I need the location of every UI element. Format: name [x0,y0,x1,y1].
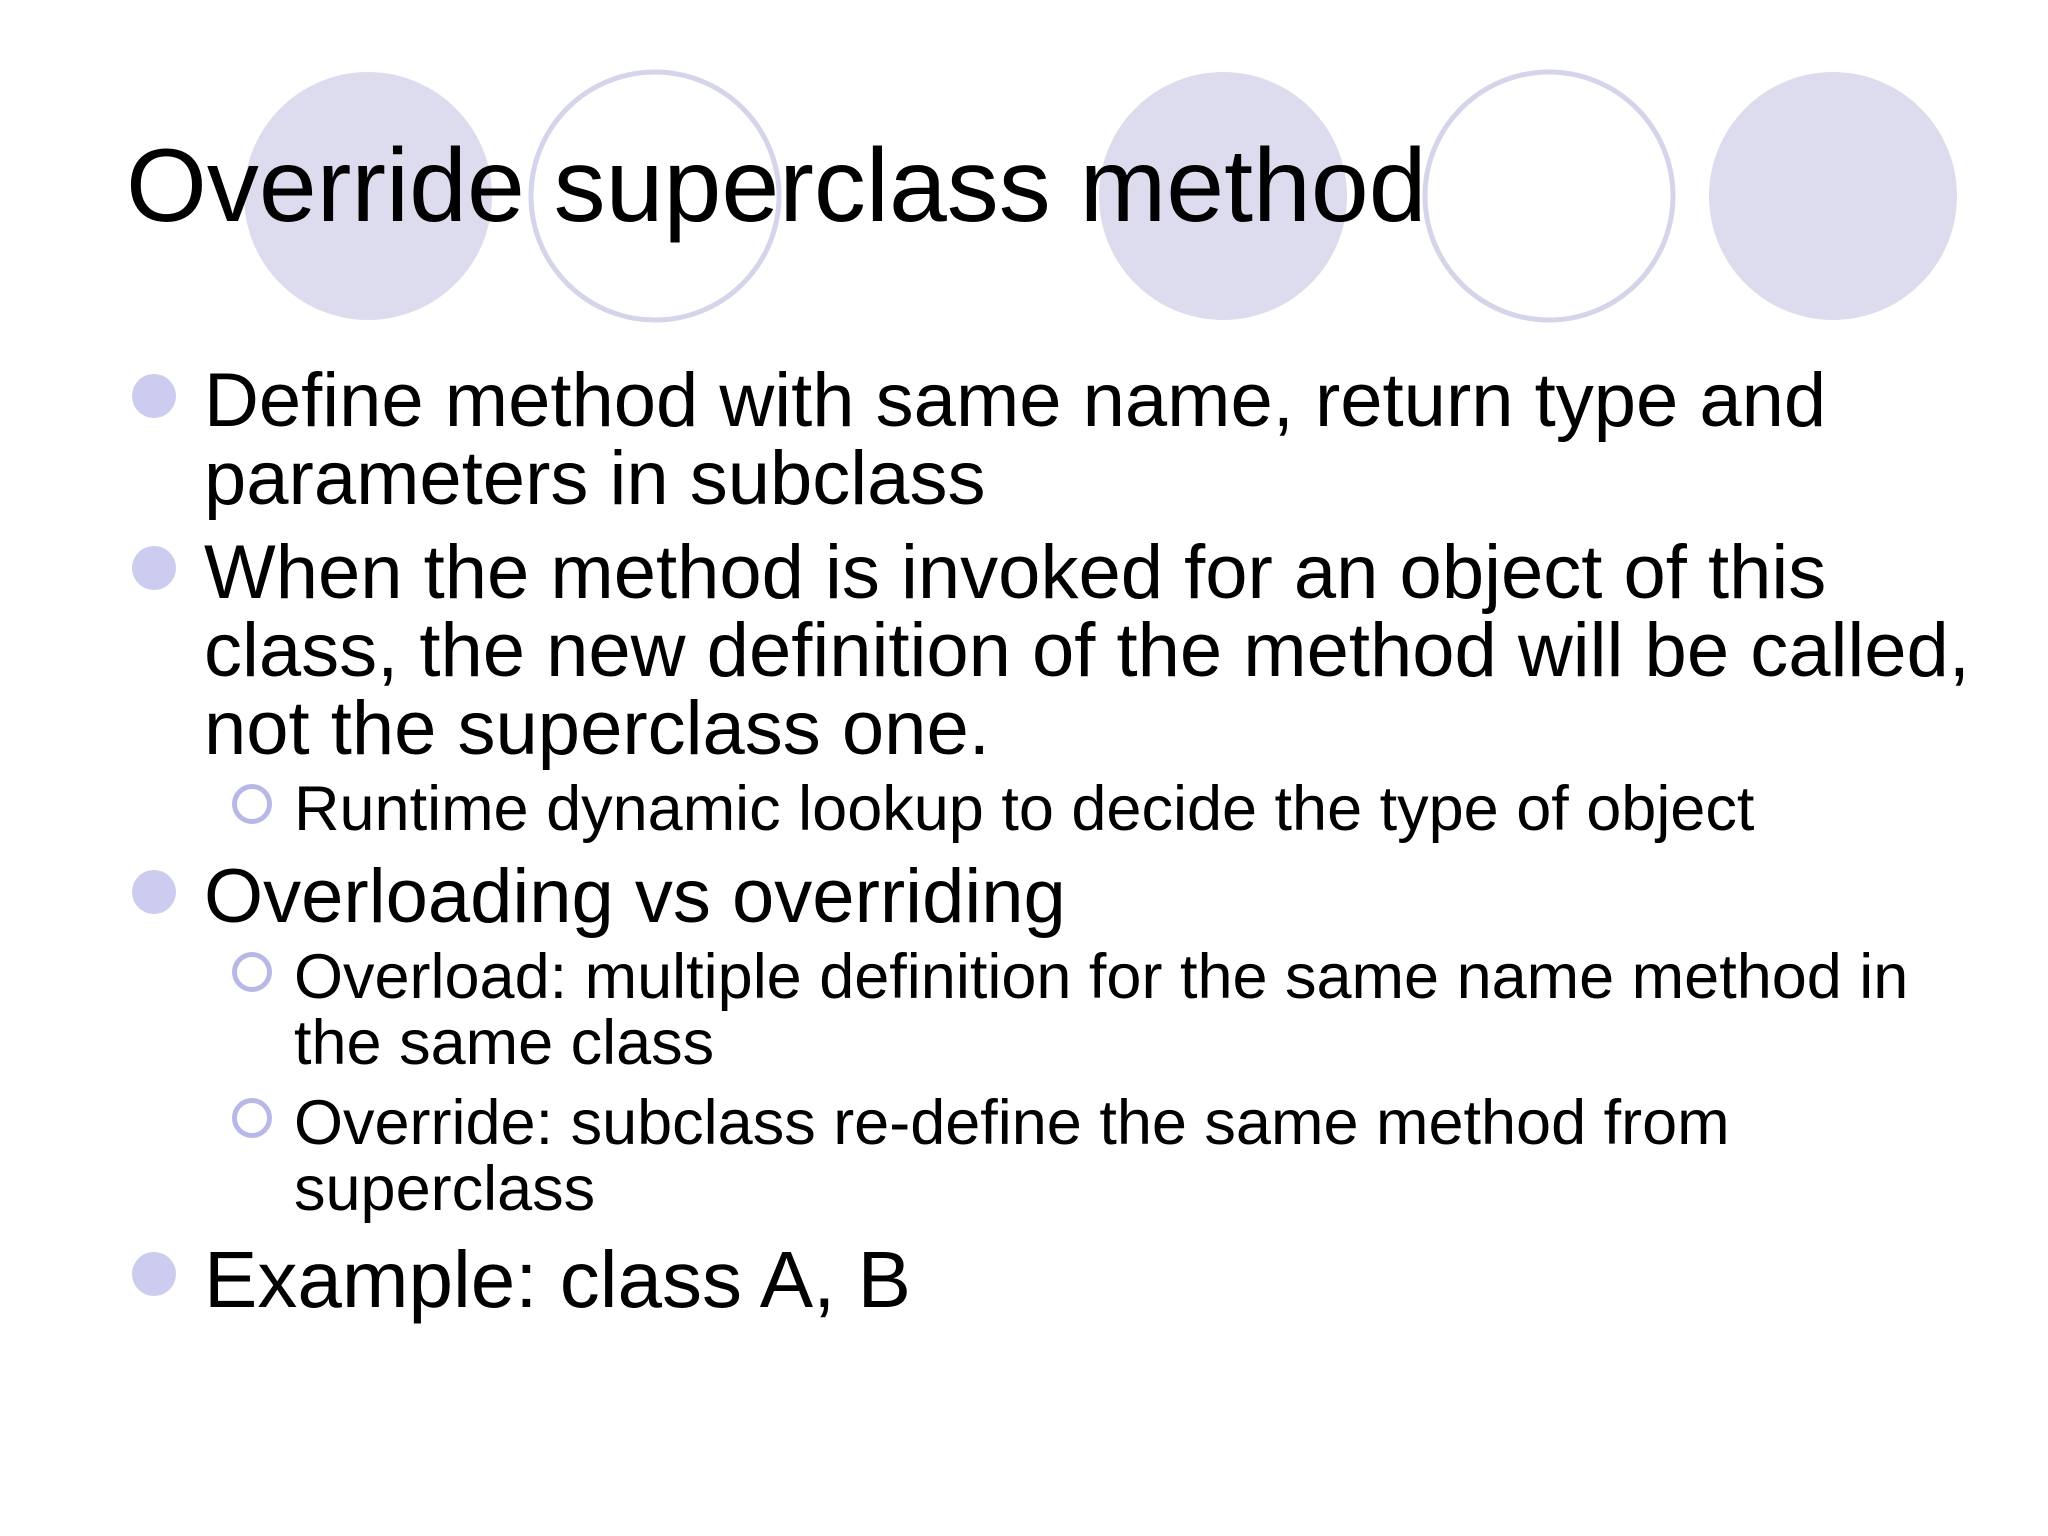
bullet-item [128,530,1988,844]
bullet-text: Example: class A, B [204,1235,911,1324]
bullet-dot-icon [132,374,176,418]
bullet-item [128,358,1988,521]
sub-bullet-text: Runtime dynamic lookup to decide the type of object [294,774,1755,844]
bullet-item [128,854,1988,1224]
bullet-list [128,358,1988,1338]
bullet-text: When the method is invoked for an object of this class, the new definition of the method will be called, not the superclass one. [204,530,1970,771]
filled-circle-3 [1709,72,1957,320]
outline-circle-2 [1425,72,1673,320]
bullet-dot-icon [132,546,176,590]
sub-bullet-text: Overload: multiple definition for the same name method in the same class [294,942,1909,1078]
bullet-dot-icon [132,1252,176,1296]
bullet-text: Overloading vs overriding [204,854,1066,939]
slide-title: Override superclass method [126,128,1427,244]
bullet-dot-icon [132,870,176,914]
sub-bullet-item [128,776,1988,842]
sub-bullet-item [128,1090,1988,1222]
sub-bullet-text: Override: subclass re-define the same method from superclass [294,1088,1730,1224]
sub-bullet-list [204,776,1988,842]
ring-bullet-icon [232,784,272,824]
ring-bullet-icon [232,1098,272,1138]
bullet-item [128,1235,1988,1324]
bullet-text: Define method with same name, return type and parameters in subclass [204,358,1827,521]
ring-bullet-icon [232,952,272,992]
sub-bullet-item [128,944,1988,1076]
sub-bullet-list [204,944,1988,1222]
